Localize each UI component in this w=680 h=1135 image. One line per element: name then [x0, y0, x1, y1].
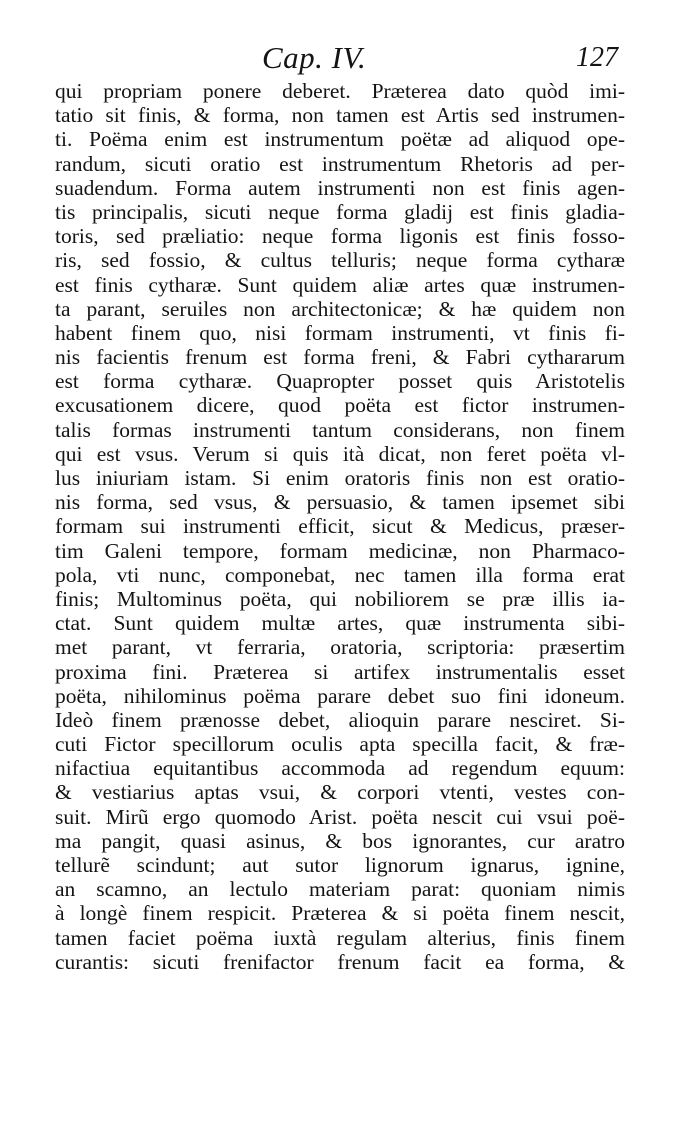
text-line: an scamno, an lectulo materiam parat: quoniam nimis — [55, 877, 625, 902]
text-line: pola, vti nunc, componebat, nec tamen illa forma erat — [55, 562, 625, 587]
text-line: curantis: sicuti frenifactor frenum facit ea forma, & — [55, 949, 625, 974]
text-line: ma pangit, quasi asinus, & bos ignorantes, cur aratro — [55, 828, 625, 853]
text-line: poëta, nihilominus poëma parare debet suo fini idoneum. — [55, 683, 625, 708]
text-line: tatio sit finis, & forma, non tamen est Artis sed instrumen- — [55, 103, 625, 128]
text-line: est forma cytharæ. Quapropter posset quis Aristotelis — [55, 369, 625, 394]
text-line: toris, sed præliatio: neque forma ligonis est finis fosso- — [55, 224, 625, 249]
text-line: ti. Poëma enim est instrumentum poëtæ ad aliquod ope- — [55, 127, 625, 152]
text-line: tamen faciet poëma iuxtà regulam alterius, finis finem — [55, 925, 625, 950]
text-line: habent finem quo, nisi formam instrumenti, vt finis fi- — [55, 320, 625, 345]
text-line: formam sui instrumenti efficit, sicut & Medicus, præser- — [55, 514, 625, 539]
chapter-title: Cap. IV. — [262, 40, 367, 75]
text-line: tis principalis, sicuti neque forma gladij est finis gladia- — [55, 199, 625, 224]
text-line: est finis cytharæ. Sunt quidem aliæ artes quæ instrumen- — [55, 272, 625, 297]
text-line: suit. Mirũ ergo quomodo Arist. poëta nescit cui vsui poë- — [55, 804, 625, 829]
text-line: nis facientis frenum est forma freni, & Fabri cythararum — [55, 345, 625, 370]
text-line: Ideò finem prænosse debet, alioquin parare nesciret. Si- — [55, 707, 625, 732]
text-line: proxima fini. Præterea si artifex instrumentalis esset — [55, 659, 625, 684]
text-line: excusationem dicere, quod poëta est fictor instrumen- — [55, 393, 625, 418]
text-line: talis formas instrumenti tantum considerans, non finem — [55, 417, 625, 442]
text-line: finis; Multominus poëta, qui nobiliorem se præ illis ia- — [55, 586, 625, 611]
page-number: 127 — [576, 42, 618, 73]
body-text — [55, 79, 625, 974]
text-line: lus iniuriam istam. Si enim oratoris finis non est oratio- — [55, 466, 625, 490]
text-line: nifactiua equitantibus accommoda ad regendum equum: — [55, 756, 625, 781]
text-line: nis forma, sed vsus, & persuasio, & tamen ipsemet sibi — [55, 490, 625, 515]
text-line: & vestiarius aptas vsui, & corpori vtenti, vestes con- — [55, 780, 625, 805]
text-line: cuti Fictor specillorum oculis apta specilla facit, & fræ- — [55, 732, 625, 757]
text-line: met parant, vt ferraria, oratoria, scriptoria: præsertim — [55, 635, 625, 660]
text-line: ris, sed fossio, & cultus telluris; neque forma cytharæ — [55, 248, 625, 273]
text-line: qui propriam ponere deberet. Præterea dato quòd imi- — [55, 79, 625, 103]
text-line: randum, sicuti oratio est instrumentum Rhetoris ad per- — [55, 151, 625, 176]
running-head — [0, 40, 680, 80]
text-line: tim Galeni tempore, formam medicinæ, non Pharmaco- — [55, 538, 625, 563]
text-line: suadendum. Forma autem instrumenti non est finis agen- — [55, 175, 625, 200]
text-line: qui est vsus. Verum si quis ità dicat, non feret poëta vl- — [55, 441, 625, 466]
text-line: ta parant, seruiles non architectonicæ; & hæ quidem non — [55, 296, 625, 321]
text-line: à longè finem respicit. Præterea & si poëta finem nescit, — [55, 901, 625, 926]
text-line: ctat. Sunt quidem multæ artes, quæ instrumenta sibi- — [55, 611, 625, 636]
text-line: tellurẽ scindunt; aut sutor lignorum ignarus, ignine, — [55, 853, 625, 877]
